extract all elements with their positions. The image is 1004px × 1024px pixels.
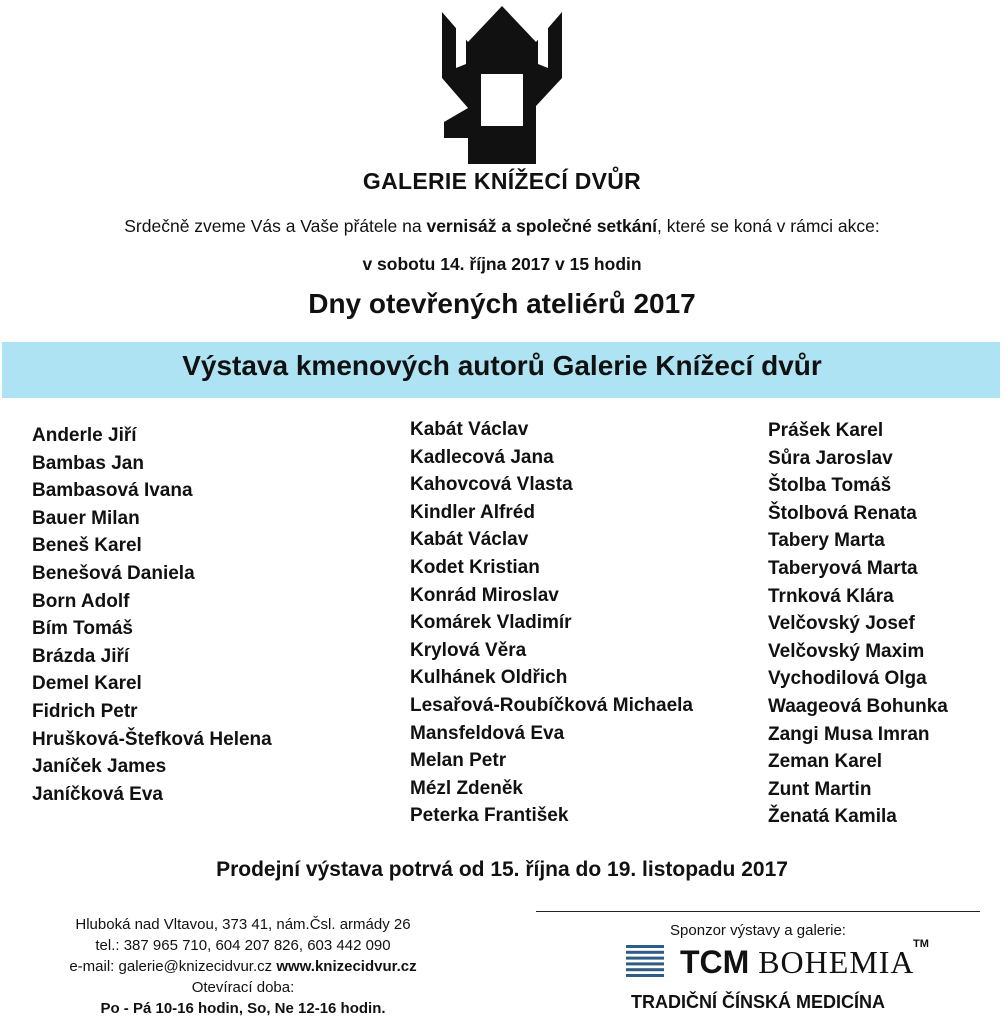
author-name: Kabát Václav (410, 529, 529, 551)
author-name: Zeman Karel (768, 751, 883, 773)
author-name: Brázda Jiří (32, 645, 130, 667)
sponsor-brand-bold: TCM (680, 944, 750, 980)
sponsor-brand (680, 942, 915, 982)
author-name: Peterka František (410, 805, 569, 827)
sale-period: Prodejní výstava potrvá od 15. října do 19. listopadu 2017 (216, 858, 788, 881)
author-name: Komárek Vladimír (410, 612, 572, 634)
author-name: Kulhánek Oldřich (410, 667, 568, 689)
author-name: Velčovský Maxim (768, 640, 925, 662)
author-name: Bauer Milan (32, 507, 140, 529)
author-name: Benešová Daniela (32, 562, 195, 584)
author-name: Velčovský Josef (768, 613, 915, 635)
exhibition-title: Výstava kmenových autorů Galerie Knížecí dvůr (182, 350, 822, 381)
author-name: Trnková Klára (768, 585, 894, 607)
sponsor-tagline: TRADIČNÍ ČÍNSKÁ MEDICÍNA (631, 992, 885, 1012)
author-name: Mézl Zdeněk (410, 777, 523, 799)
author-name: Štolbová Renata (768, 502, 917, 524)
website-link[interactable]: www.knizecidvur.cz (276, 958, 417, 975)
invitation-post: , které se koná v rámci akce: (657, 216, 880, 236)
opening-hours: Po - Pá 10-16 hodin, So, Ne 12-16 hodin. (100, 1000, 386, 1017)
email-line (0, 956, 486, 977)
email-link[interactable]: e-mail: galerie@knizecidvur.cz (69, 958, 273, 975)
sponsor-brand-regular: BOHEMIA (758, 944, 915, 980)
contact-block (0, 914, 486, 1019)
tcm-stripes-icon (626, 945, 664, 977)
gallery-name: GALERIE KNÍŽECÍ DVŮR (362, 168, 642, 194)
author-name: Zunt Martin (768, 778, 872, 800)
invitation-pre: Srdečně zveme Vás a Vaše přátele na (124, 216, 427, 236)
author-name: Sůra Jaroslav (768, 447, 893, 469)
author-name: Kodet Kristian (410, 556, 540, 578)
author-name: Kahovcová Vlasta (410, 474, 573, 496)
author-name: Janíček James (32, 756, 167, 778)
author-name: Melan Petr (410, 750, 507, 772)
author-name: Bím Tomáš (32, 618, 134, 640)
opening-hours-label: Otevírací doba: (191, 979, 295, 996)
authors-column-2 (410, 416, 693, 830)
event-title: Dny otevřených ateliérů 2017 (308, 288, 696, 319)
author-name: Beneš Karel (32, 535, 142, 557)
author-name: Waageová Bohunka (768, 695, 948, 717)
author-name: Tabery Marta (768, 530, 885, 552)
author-name: Hrušková-Štefková Helena (32, 728, 272, 750)
invitation-text (0, 216, 1004, 237)
trademark-symbol: TM (913, 938, 929, 950)
crown-logo-icon (438, 4, 566, 166)
author-name: Born Adolf (32, 590, 130, 612)
author-name: Štolba Tomáš (768, 475, 892, 497)
author-name: Fidrich Petr (32, 700, 138, 722)
author-name: Ženatá Kamila (768, 806, 897, 828)
divider (536, 911, 980, 912)
phone-numbers: tel.: 387 965 710, 604 207 826, 603 442 090 (95, 937, 391, 954)
author-name: Bambas Jan (32, 452, 144, 474)
author-name: Kadlecová Jana (410, 446, 554, 468)
author-name: Konrád Miroslav (410, 584, 559, 606)
sponsor-label: Sponzor výstavy a galerie: (670, 922, 846, 939)
author-name: Mansfeldová Eva (410, 722, 565, 744)
author-name: Janíčková Eva (32, 783, 163, 805)
author-name: Bambasová Ivana (32, 480, 193, 502)
authors-column-3 (768, 417, 948, 831)
author-name: Demel Karel (32, 673, 142, 695)
author-name: Vychodilová Olga (768, 668, 927, 690)
author-name: Prášek Karel (768, 420, 884, 441)
address: Hluboká nad Vltavou, 373 41, nám.Čsl. armády 26 (75, 916, 411, 933)
authors-column-1 (32, 422, 272, 808)
invitation-highlight: vernisáž a společné setkání (426, 216, 658, 236)
event-date: v sobotu 14. října 2017 v 15 hodin (362, 254, 642, 274)
author-name: Zangi Musa Imran (768, 723, 930, 745)
sponsor-logo (626, 938, 936, 986)
author-name: Taberyová Marta (768, 557, 918, 579)
author-name: Kabát Václav (410, 419, 529, 440)
author-name: Kindler Alfréd (410, 501, 535, 523)
author-name: Anderle Jiří (32, 425, 137, 446)
author-name: Krylová Věra (410, 639, 527, 661)
author-name: Lesařová-Roubíčková Michaela (410, 694, 693, 716)
